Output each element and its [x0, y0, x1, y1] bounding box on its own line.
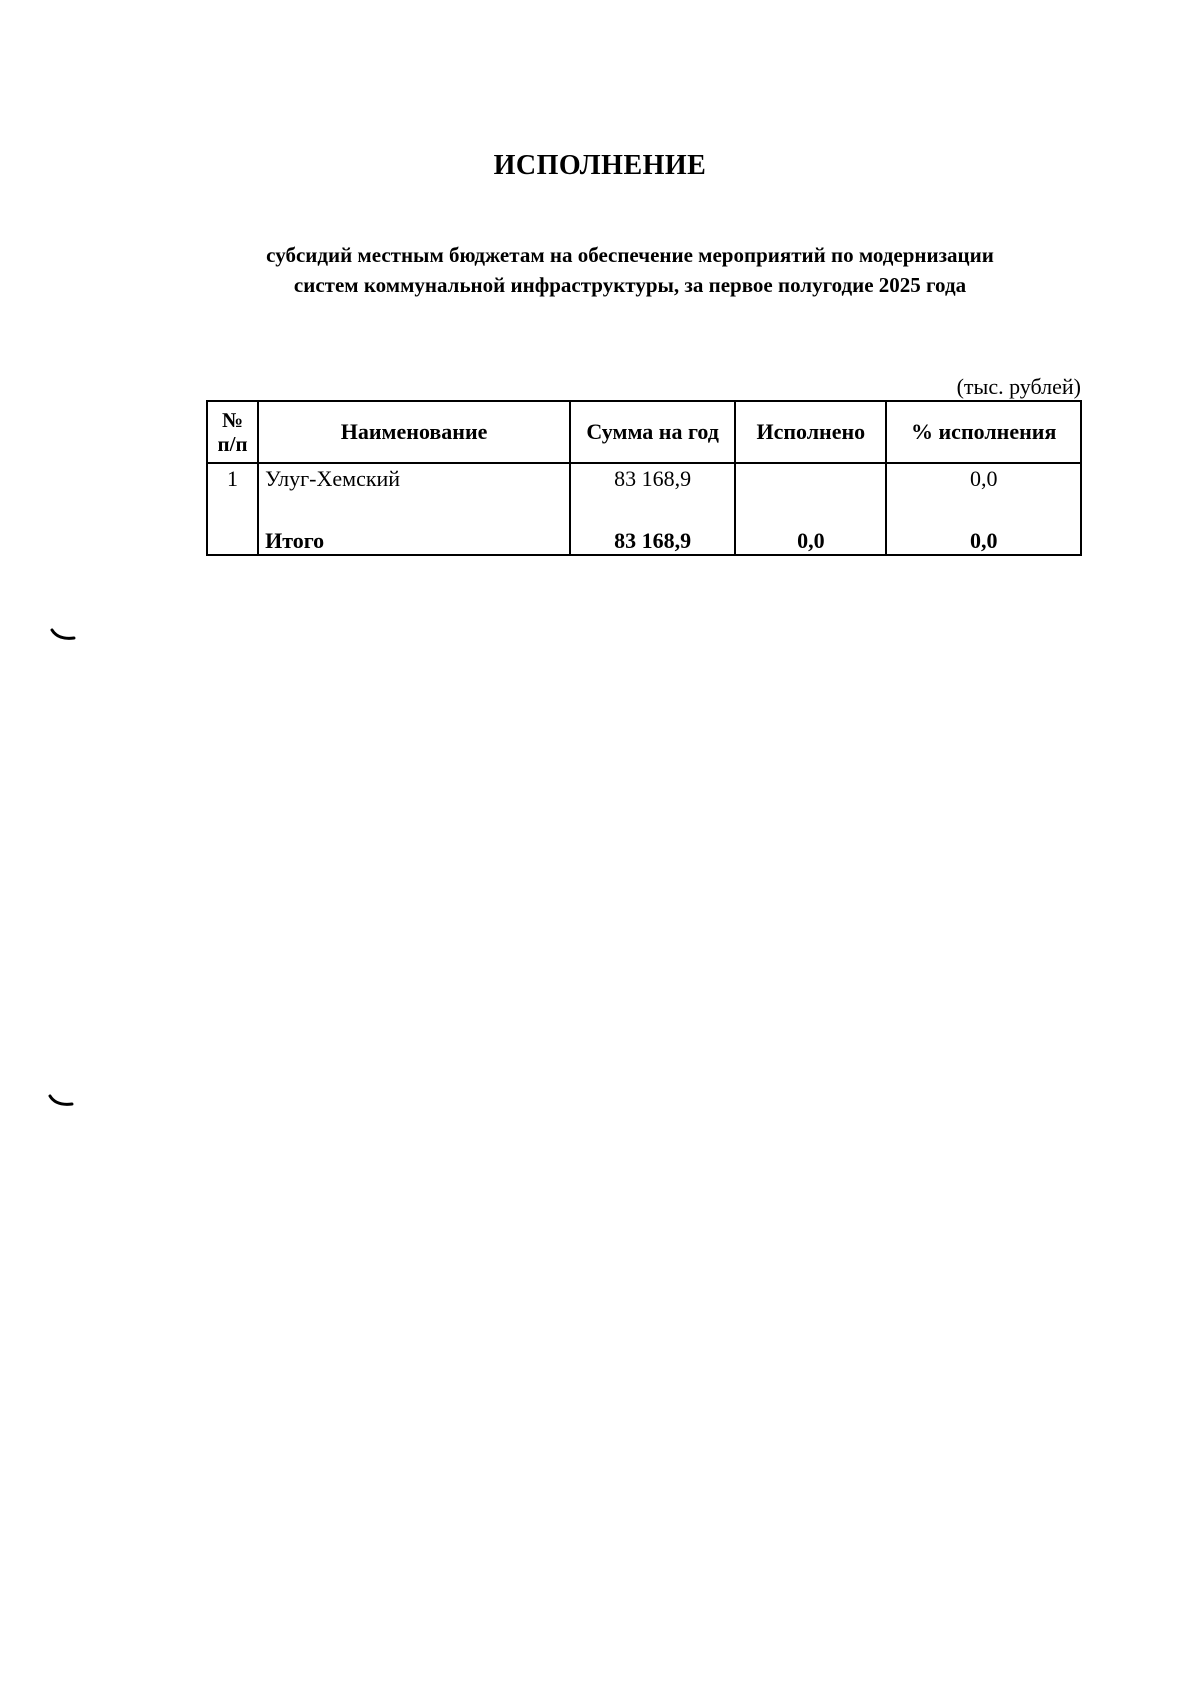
header-name: Наименование	[258, 401, 570, 463]
header-number-line-1: №	[221, 408, 244, 432]
total-row	[207, 524, 1081, 555]
total-sum: 83 168,9	[570, 524, 735, 555]
header-sum: Сумма на год	[570, 401, 735, 463]
document-title: ИСПОЛНЕНИЕ	[493, 150, 707, 181]
document-subtitle	[180, 240, 1080, 300]
hole-punch-mark	[48, 1094, 74, 1108]
header-number-line-2: п/п	[217, 432, 248, 456]
row-done	[735, 463, 886, 524]
row-number: 1	[207, 463, 258, 524]
header-percent: % исполнения	[886, 401, 1081, 463]
hole-punch-mark	[50, 628, 76, 642]
row-name: Улуг-Хемский	[258, 463, 570, 524]
total-label: Итого	[258, 524, 570, 555]
row-percent: 0,0	[886, 463, 1081, 524]
subtitle-line-2: систем коммунальной инфраструктуры, за первое полугодие 2025 года	[293, 273, 967, 297]
header-number	[207, 401, 258, 463]
units-label: (тыс. рублей)	[956, 374, 1081, 399]
total-percent: 0,0	[886, 524, 1081, 555]
row-sum: 83 168,9	[570, 463, 735, 524]
header-done: Исполнено	[735, 401, 886, 463]
total-number	[207, 524, 258, 555]
total-done: 0,0	[735, 524, 886, 555]
execution-table	[206, 400, 1082, 556]
table-header-row	[207, 401, 1081, 463]
subtitle-line-1: субсидий местным бюджетам на обеспечение мероприятий по модернизации	[266, 243, 994, 267]
table-row	[207, 463, 1081, 524]
